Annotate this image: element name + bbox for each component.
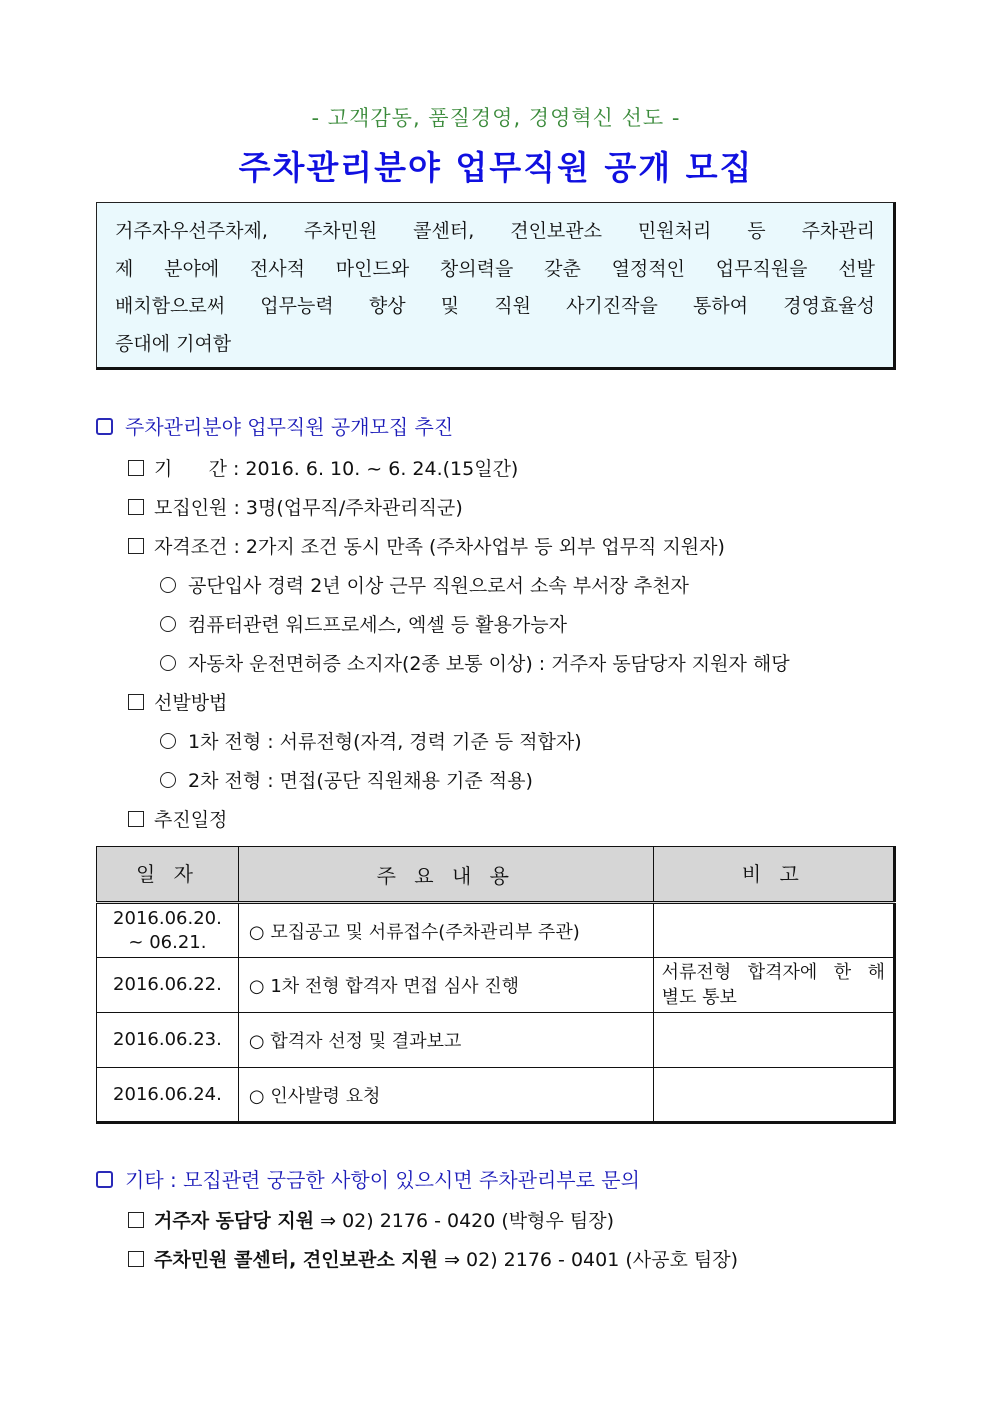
- qualification-item-text: 컴퓨터관련 워드프로세스, 엑셀 등 활용가능자: [188, 614, 567, 636]
- date-cell: 2016.06.24.: [97, 1068, 239, 1123]
- square-bullet-icon: [128, 1251, 144, 1267]
- content-cell: ○ 모집공고 및 서류접수(주차관리부 주관): [238, 903, 653, 958]
- content-cell: ○ 인사발령 요청: [238, 1068, 653, 1123]
- item-schedule: [128, 805, 227, 832]
- selection-item: [160, 727, 582, 754]
- table-header-row: [97, 847, 895, 903]
- table-row: [97, 958, 895, 1013]
- circle-bullet-icon: [160, 772, 176, 788]
- date-cell: 2016.06.22.: [97, 958, 239, 1013]
- circle-bullet-icon: [160, 655, 176, 671]
- circle-bullet-icon: [160, 616, 176, 632]
- square-bullet-icon: [128, 499, 144, 515]
- intro-line: 제 분야에 전사적 마인드와 창의력을 갖춘 열정적인 업무직원을 선발: [115, 257, 875, 280]
- contact-phone: ⇒ 02) 2176 - 0420 (박형우 팀장): [320, 1210, 615, 1232]
- note-text: 별도 통보: [661, 987, 737, 1008]
- selection-text: 선발방법: [154, 692, 228, 714]
- note-text: 서류전형 합격자에 한 해: [661, 962, 885, 983]
- intro-line: 배치함으로써 업무능력 향상 및 직원 사기진작을 통하여 경영효율성: [115, 295, 875, 317]
- intro-box: [96, 202, 896, 370]
- note-cell: [653, 958, 894, 1013]
- note-cell: [653, 1068, 894, 1123]
- selection-item-text: 1차 전형 : 서류전형(자격, 경력 기준 등 적합자): [188, 731, 582, 753]
- rounded-square-bullet-icon: [96, 418, 113, 435]
- schedule-table: [96, 846, 896, 1124]
- square-bullet-icon: [128, 694, 144, 710]
- intro-line: 증대에 기여함: [115, 332, 232, 355]
- content-cell: ○ 1차 전형 합격자 면접 심사 진행: [238, 958, 653, 1013]
- selection-item: [160, 766, 533, 793]
- item-qualification: [128, 532, 725, 559]
- square-bullet-icon: [128, 538, 144, 554]
- circle-bullet-icon: [160, 733, 176, 749]
- contact-label: 주차민원 콜센터, 견인보관소 지원: [154, 1249, 439, 1271]
- qualification-item-text: 자동차 운전면허증 소지자(2종 보통 이상) : 거주자 동담당자 지원자 해당: [188, 653, 790, 675]
- date-cell: 2016.06.23.: [97, 1013, 239, 1068]
- square-bullet-icon: [128, 811, 144, 827]
- square-bullet-icon: [128, 460, 144, 476]
- circle-bullet-icon: [160, 577, 176, 593]
- subtitle: - 고객감동, 품질경영, 경영혁신 선도 -: [311, 106, 681, 130]
- item-headcount: [128, 493, 463, 520]
- qualification-item: [160, 571, 689, 598]
- qualification-item-text: 공단입사 경력 2년 이상 근무 직원으로서 소속 부서장 추천자: [188, 575, 689, 597]
- section-heading-text: 주차관리분야 업무직원 공개모집 추진: [125, 415, 454, 439]
- item-selection: [128, 688, 227, 715]
- square-bullet-icon: [128, 1212, 144, 1228]
- table-row: [97, 903, 895, 958]
- contact-item: [128, 1245, 738, 1272]
- note-cell: [653, 903, 894, 958]
- qualification-text: 자격조건 : 2가지 조건 동시 만족 (주차사업부 등 외부 업무직 지원자): [154, 536, 725, 558]
- section-heading-other: [96, 1164, 640, 1193]
- section-heading-recruitment: [96, 411, 453, 440]
- contact-item: [128, 1206, 614, 1233]
- table-row: [97, 1068, 895, 1123]
- note-cell: [653, 1013, 894, 1068]
- contact-phone: ⇒ 02) 2176 - 0401 (사공호 팀장): [444, 1249, 738, 1271]
- content-cell: ○ 합격자 선정 및 결과보고: [238, 1013, 653, 1068]
- table-row: [97, 1013, 895, 1068]
- column-header-content: 주 요 내 용: [238, 847, 653, 903]
- qualification-item: [160, 649, 790, 676]
- selection-item-text: 2차 전형 : 면접(공단 직원채용 기준 적용): [188, 770, 533, 792]
- item-period: [128, 454, 518, 481]
- period-text: 기 간 : 2016. 6. 10. ~ 6. 24.(15일간): [154, 458, 519, 480]
- column-header-date: 일 자: [97, 847, 239, 903]
- page-title: 주차관리분야 업무직원 공개 모집: [238, 148, 754, 187]
- qualification-item: [160, 610, 567, 637]
- headcount-text: 모집인원 : 3명(업무직/주차관리직군): [154, 497, 463, 519]
- date-text: ~ 06.21.: [128, 931, 207, 953]
- section-heading-text: 기타 : 모집관련 궁금한 사항이 있으시면 주차관리부로 문의: [125, 1168, 640, 1192]
- date-text: 2016.06.20.: [113, 907, 222, 929]
- contact-label: 거주자 동담당 지원: [154, 1210, 315, 1232]
- rounded-square-bullet-icon: [96, 1171, 113, 1188]
- date-cell: [97, 903, 239, 958]
- schedule-label: 추진일정: [154, 809, 228, 831]
- intro-line: 거주자우선주차제, 주차민원 콜센터, 견인보관소 민원처리 등 주차관리: [115, 220, 875, 242]
- column-header-note: 비 고: [653, 847, 894, 903]
